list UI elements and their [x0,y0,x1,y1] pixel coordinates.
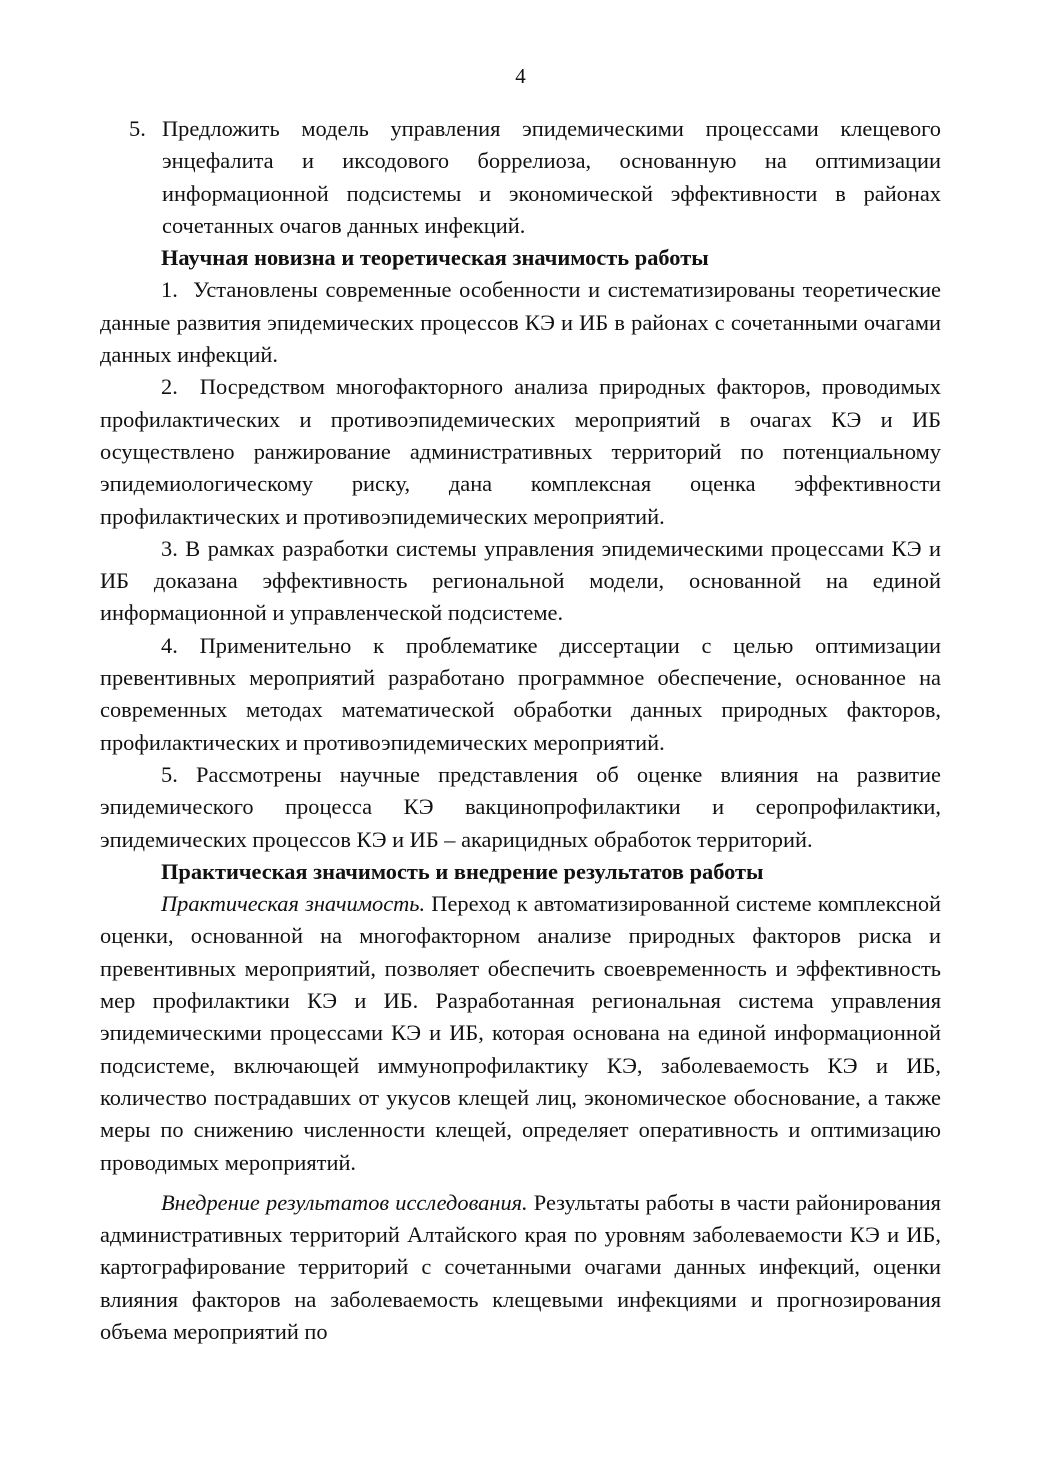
document-page [100,0,941,1471]
novelty-item-3: 3. В рамках разработки системы управления эпидемическими процессами КЭ и ИБ доказана эффективность региональной модели, основанной на единой информационной и управленческой подсистеме. [100,535,941,626]
novelty-item-5: 5. Рассмотрены научные представления об оценке влияния на развитие эпидемического процесса КЭ вакцинопрофилактики и серопрофилактики, эпидемических процессов КЭ и ИБ – акарицидных обработок территорий. [100,761,941,852]
practical-significance-text: Переход к автоматизированной системе комплексной оценки, основанной на многофакторном анализе природных факторов риска и превентивных мероприятий, позволяет обеспечить своевременность и эффективность мер профилактики КЭ и ИБ. Разработанная региональная система управления эпидемическими процессами КЭ и ИБ, которая основана на единой информационной подсистеме, включающей иммунопрофилактику КЭ, заболеваемость КЭ и ИБ, количество пострадавших от укусов клещей лиц, экономическое обоснование, а также меры по снижению численности клещей, определяет оперативность и оптимизацию проводимых мероприятий. [100,891,942,1175]
page-content [100,113,941,1348]
page-number: 4 [515,64,526,88]
novelty-item-4: 4. Применительно к проблематике диссертации с целью оптимизации превентивных мероприятий разработано программное обеспечение, основанное на современных методах математической обработки данных природных факторов, профилактических и противоэпидемических мероприятий. [100,632,941,755]
task-item-text: Предложить модель управления эпидемическими процессами клещевого энцефалита и иксодового боррелиоза, основанную на оптимизации информационной подсистемы и экономической эффективности в районах сочетанных очагов данных инфекций. [162,116,941,238]
novelty-item-1: 1. Установлены современные особенности и систематизированы теоретические данные развития эпидемических процессов КЭ и ИБ в районах с сочетанными очагами данных инфекций. [100,277,941,368]
practical-significance-paragraph [100,888,941,1179]
novelty-item-2: 2. Посредством многофакторного анализа природных факторов, проводимых профилактических и противоэпидемических мероприятий в очагах КЭ и ИБ осуществлено ранжирование административных территорий по потенциальному эпидемиологическому риску, дана комплексная оценка эффективности профилактических и противоэпидемических мероприятий. [100,374,941,529]
implementation-text: Результаты работы в части районирования административных территорий Алтайского края по уровням заболеваемости КЭ и ИБ, картографирование территорий с сочетанными очагами данных инфекций, оценки влияния факторов на заболеваемость клещевыми инфекциями и прогнозирования объема мероприятий по [100,1189,941,1344]
practical-significance-label: Практическая значимость. [161,891,426,917]
implementation-paragraph [100,1187,941,1348]
novelty-heading: Научная новизна и теоретическая значимость работы [161,245,709,271]
task-list-item [129,113,941,242]
practical-heading: Практическая значимость и внедрение результатов работы [161,858,764,884]
implementation-label: Внедрение результатов исследования. [161,1189,528,1215]
task-item-number: 5. [129,116,146,141]
